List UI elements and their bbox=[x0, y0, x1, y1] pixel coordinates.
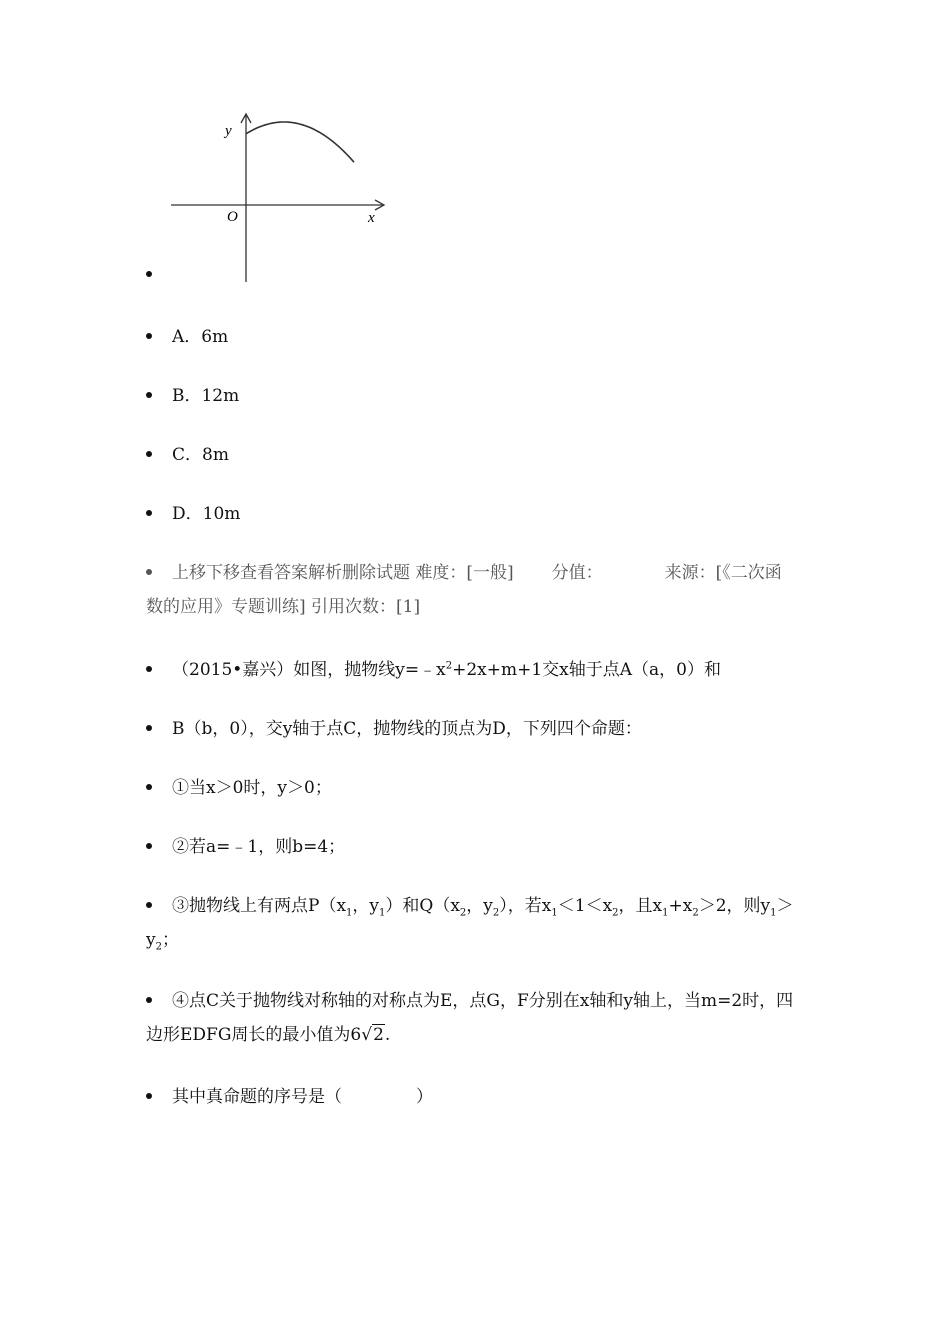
proposition-tail: . bbox=[384, 1025, 391, 1045]
ask-text: 其中真命题的序号是（ bbox=[172, 1087, 342, 1107]
graph-list-item bbox=[146, 258, 172, 292]
sqrt-expression bbox=[361, 1018, 385, 1052]
option-label: A．6m bbox=[172, 327, 229, 347]
bullet-icon bbox=[146, 784, 152, 790]
bullet-icon bbox=[146, 843, 152, 849]
bullet-icon bbox=[146, 1093, 152, 1099]
bullet-icon bbox=[146, 333, 152, 339]
option-a[interactable] bbox=[146, 320, 228, 354]
intro-text: （2015•嘉兴）如图，抛物线y=﹣x bbox=[172, 660, 446, 680]
question-intro bbox=[146, 653, 721, 687]
y-axis-label: y bbox=[225, 123, 232, 139]
origin-label: O bbox=[227, 209, 238, 225]
proposition-3: ③抛物线上有两点$P(x_1$，$y_1$）和$Q(x_2$，$y_2$），若$x_1<1<x_2$，且$x_1+x_2>2$，则$y_1>y_2$； bbox=[146, 896, 794, 953]
score-label: 分值： bbox=[551, 563, 603, 583]
bullet-icon bbox=[146, 271, 152, 277]
parabola-graph bbox=[168, 110, 388, 285]
parabola-curve bbox=[246, 122, 354, 162]
question-line-2 bbox=[146, 712, 642, 746]
intro-text-cont: +2x+m+1交x轴于点A（a，0）和 bbox=[452, 660, 721, 680]
exponent: 2 bbox=[445, 660, 453, 672]
bullet-icon bbox=[146, 510, 152, 516]
bullet-icon bbox=[146, 997, 152, 1003]
toolbar-actions[interactable]: 上移下移查看答案解析删除试题 bbox=[172, 563, 410, 583]
option-label: D．10m bbox=[172, 504, 241, 524]
proposition-4 bbox=[146, 984, 796, 1052]
bullet-icon bbox=[146, 666, 152, 672]
difficulty-value: [一般] bbox=[466, 563, 514, 583]
cite-value: [1] bbox=[396, 597, 421, 617]
bullet-icon bbox=[146, 569, 152, 575]
bullet-icon bbox=[146, 725, 152, 731]
bullet-icon bbox=[146, 902, 152, 908]
proposition-1 bbox=[146, 771, 332, 805]
sqrt-sign: √ bbox=[361, 1025, 373, 1045]
line2-text: B（b，0），交y轴于点C，抛物线的顶点为D，下列四个命题： bbox=[172, 719, 642, 739]
proposition-text: ②若a=﹣1，则b=4； bbox=[172, 837, 346, 857]
option-d[interactable] bbox=[146, 497, 240, 531]
difficulty-label: 难度： bbox=[415, 563, 467, 583]
proposition-2 bbox=[146, 830, 345, 864]
option-b[interactable] bbox=[146, 379, 239, 413]
proposition-text: ④点C关于抛物线对称轴的对称点为E，点G，F分别在x轴和y轴上，当m=2时，四边形EDFG周长的最小值为6 bbox=[146, 991, 794, 1045]
source-value: [《二次函数的应用》专题训练] bbox=[146, 563, 782, 617]
option-label: B．12m bbox=[172, 386, 240, 406]
option-c[interactable] bbox=[146, 438, 229, 472]
x-axis-label: x bbox=[368, 210, 375, 226]
ask-text-close: ） bbox=[416, 1087, 433, 1107]
question-ask bbox=[146, 1080, 433, 1114]
question-toolbar bbox=[146, 556, 796, 624]
cite-label: 引用次数： bbox=[311, 597, 397, 617]
proposition-text: ①当x＞0时，y＞0； bbox=[172, 778, 332, 798]
bullet-icon bbox=[146, 451, 152, 457]
radicand: 2 bbox=[373, 1025, 384, 1045]
bullet-icon bbox=[146, 392, 152, 398]
option-label: C．8m bbox=[172, 445, 229, 465]
source-label: 来源： bbox=[664, 563, 716, 583]
